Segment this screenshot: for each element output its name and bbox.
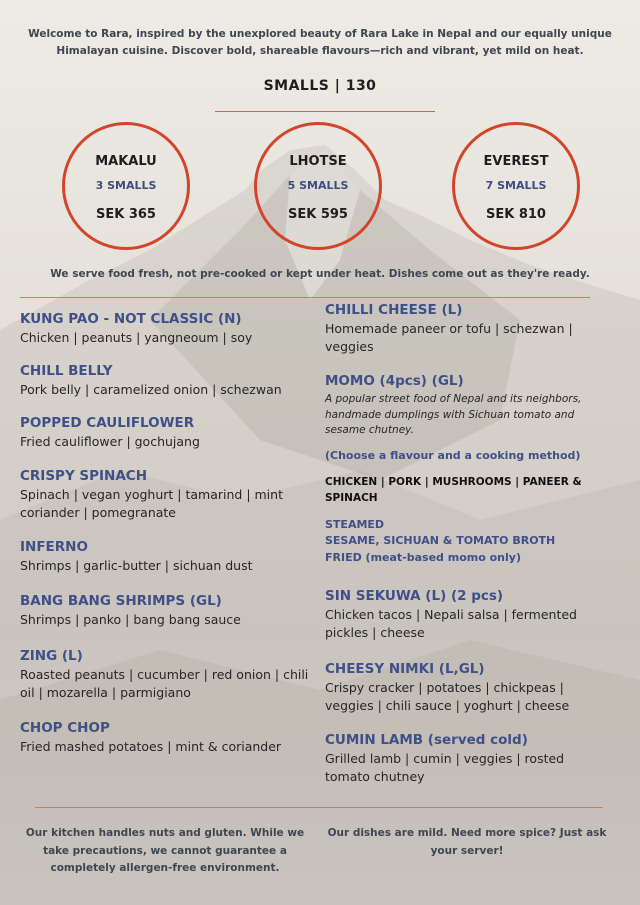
section-divider [20, 297, 590, 298]
dish-description: Chicken | peanuts | yangneoum | soy [20, 330, 253, 345]
package-name: LHOTSE [289, 154, 347, 169]
package-everest [452, 122, 580, 250]
dish-cheesy-nimki [325, 660, 610, 714]
dish-description: Chicken tacos | Nepali salsa | fermented pickles | cheese [325, 607, 577, 640]
allergen-note: Our kitchen handles nuts and gluten. While we take precautions, we cannot guarantee a completely allergen-free environment. [25, 827, 305, 874]
package-makalu [62, 122, 190, 250]
dish-name: CHOP CHOP [20, 720, 110, 736]
package-price: SEK 365 [96, 207, 156, 222]
spice-note: Our dishes are mild. Need more spice? Just ask your server! [327, 827, 607, 857]
dish-name: INFERNO [20, 539, 88, 555]
dish-description: Grilled lamb | cumin | veggies | rosted tomato chutney [325, 751, 565, 784]
package-count: 7 SMALLS [485, 179, 547, 192]
dish-description: Pork belly | caramelized onion | schezwan [20, 382, 282, 397]
dish-chop-chop [20, 719, 281, 756]
dish-cumin-lamb [325, 731, 610, 785]
momo-method-fried: FRIED (meat-based momo only) [325, 550, 521, 564]
momo-method-broth: SESAME, SICHUAN & TOMATO BROTH [325, 534, 556, 547]
package-lhotse [254, 122, 382, 250]
dish-name: CUMIN LAMB (served cold) [325, 732, 528, 748]
dish-description: Roasted peanuts | cucumber | red onion | chili oil | mozarella | parmigiano [20, 667, 309, 700]
dish-sin-sekuwa [325, 587, 610, 641]
smalls-price-heading: SMALLS | 130 [263, 78, 377, 94]
dish-inferno [20, 538, 253, 575]
dish-description: Shrimps | garlic-butter | sichuan dust [20, 558, 253, 573]
dish-name: CRISPY SPINACH [20, 468, 148, 484]
dish-name: ZING (L) [20, 648, 83, 664]
dish-popped-cauliflower [20, 414, 200, 451]
dish-description: Fried mashed potatoes | mint & coriander [20, 739, 282, 754]
package-count: 3 SMALLS [95, 179, 157, 192]
fresh-food-note: We serve food fresh, not pre-cooked or kept under heat. Dishes come out as they're ready. [50, 268, 590, 280]
dish-chill-belly [20, 362, 282, 399]
momo-method-steamed: STEAMED [325, 517, 385, 531]
dish-name: KUNG PAO - NOT CLASSIC (N) [20, 311, 242, 327]
momo-flavour-options: CHICKEN | PORK | MUSHROOMS | PANEER & SPINACH [325, 475, 582, 504]
package-name: EVEREST [483, 154, 549, 169]
dish-name: MOMO (4pcs) (GL) [325, 373, 464, 389]
dish-zing [20, 647, 310, 701]
dish-description: Homemade paneer or tofu | schezwan | veggies [325, 321, 573, 354]
dish-crispy-spinach [20, 467, 310, 521]
package-price: SEK 810 [486, 207, 546, 222]
intro-text: Welcome to Rara, inspired by the unexplored beauty of Rara Lake in Nepal and our equally unique Himalayan cuisine. Discover bold, shareable flavours—rich and vibrant, yet mild on heat. [28, 28, 612, 57]
dish-description: A popular street food of Nepal and its neighbors, handmade dumplings with Sichuan tomato and sesame chutney. [325, 393, 582, 436]
dish-description: Fried cauliflower | gochujang [20, 434, 200, 449]
dish-name: SIN SEKUWA (L) (2 pcs) [325, 588, 504, 604]
dish-momo [325, 372, 615, 566]
package-price: SEK 595 [288, 207, 348, 222]
dish-kung-pao [20, 310, 252, 347]
dish-bang-bang-shrimps [20, 592, 241, 629]
dish-description: Shrimps | panko | bang bang sauce [20, 612, 241, 627]
momo-choose-note: (Choose a flavour and a cooking method) [325, 448, 581, 462]
dish-chilli-cheese [325, 301, 610, 355]
dish-description: Crispy cracker | potatoes | chickpeas | veggies | chili sauce | yoghurt | cheese [325, 680, 570, 713]
dish-name: CHILL BELLY [20, 363, 113, 379]
dish-name: CHILLI CHEESE (L) [325, 302, 463, 318]
dish-name: BANG BANG SHRIMPS (GL) [20, 593, 222, 609]
footer-divider [35, 807, 603, 808]
dish-description: Spinach | vegan yoghurt | tamarind | mint coriander | pomegranate [20, 487, 283, 520]
package-name: MAKALU [95, 154, 157, 169]
package-count: 5 SMALLS [287, 179, 349, 192]
dish-name: POPPED CAULIFLOWER [20, 415, 195, 431]
title-divider [215, 111, 435, 112]
dish-name: CHEESY NIMKI (L,GL) [325, 661, 485, 677]
